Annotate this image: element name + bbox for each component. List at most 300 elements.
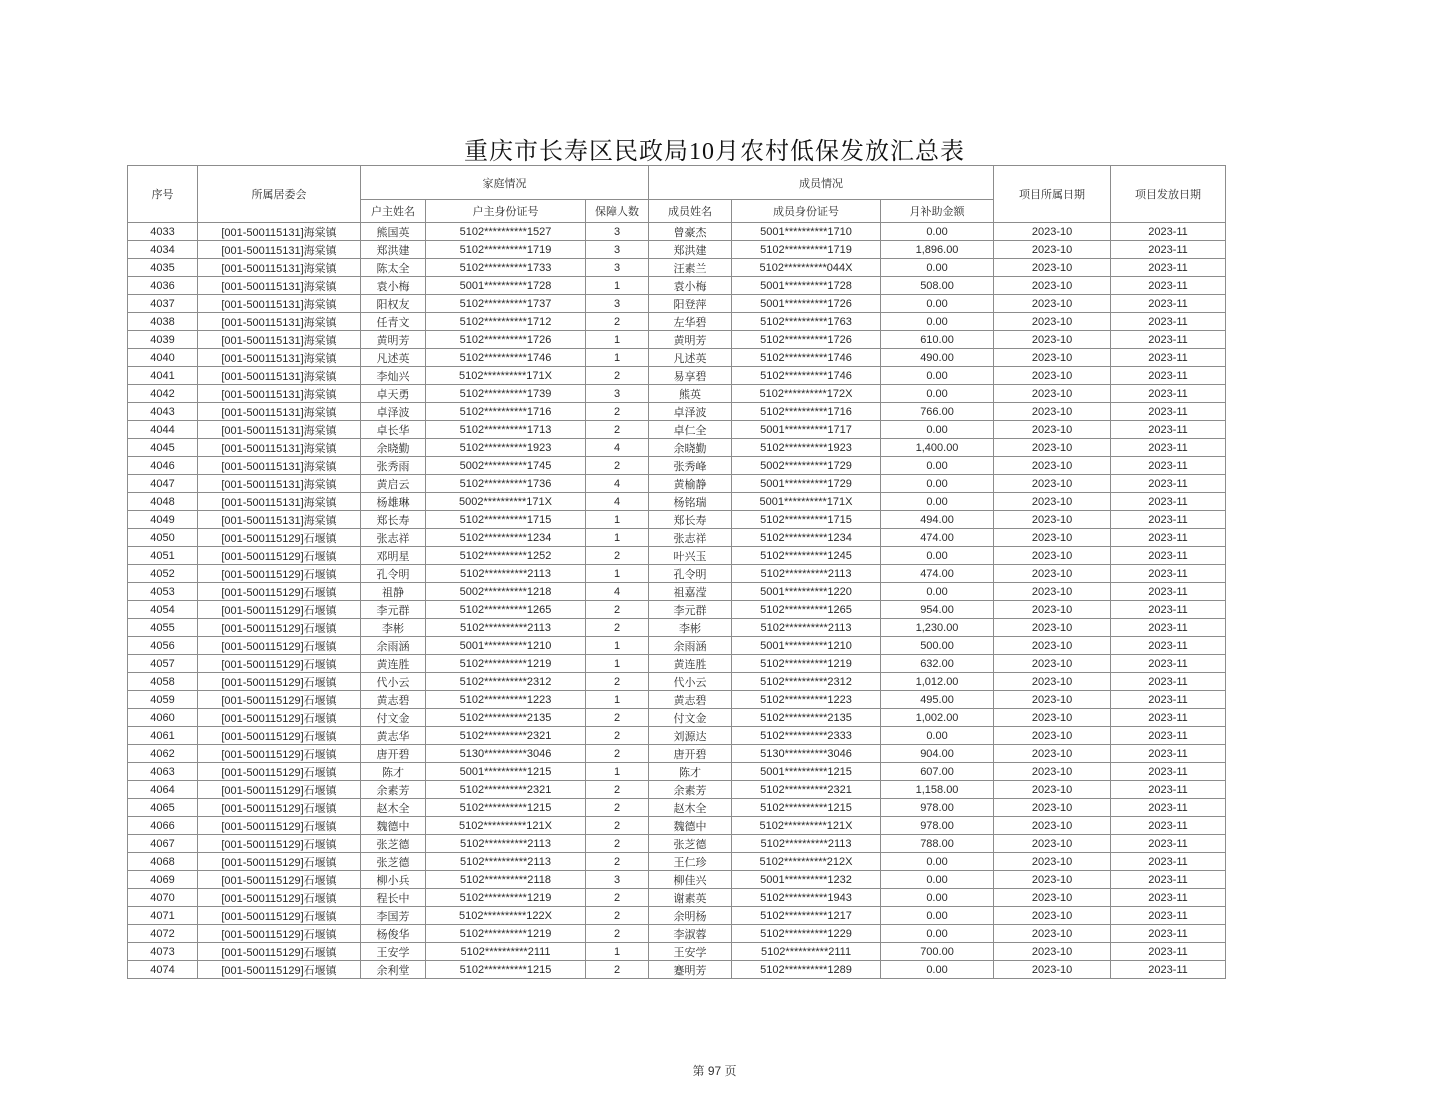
cell-protected-count: 2: [586, 745, 649, 763]
cell-protected-count: 3: [586, 385, 649, 403]
table-row: [128, 547, 1226, 565]
cell-head-name: 程长中: [361, 889, 426, 907]
cell-issue-month: 2023-11: [1111, 691, 1226, 709]
cell-head-id: 5102**********1715: [426, 511, 586, 529]
cell-member-id: 5102**********1746: [732, 367, 881, 385]
cell-member-name: 余素芳: [649, 781, 732, 799]
cell-head-name: 袁小梅: [361, 277, 426, 295]
table-row: [128, 889, 1226, 907]
cell-protected-count: 2: [586, 925, 649, 943]
cell-project-month: 2023-10: [994, 259, 1111, 277]
table-row: [128, 349, 1226, 367]
cell-issue-month: 2023-11: [1111, 313, 1226, 331]
table-row: [128, 241, 1226, 259]
cell-member-name: 易享碧: [649, 367, 732, 385]
cell-project-month: 2023-10: [994, 727, 1111, 745]
cell-serial: 4058: [128, 673, 198, 691]
cell-head-name: 卓泽波: [361, 403, 426, 421]
column-header-serial: 序号: [128, 166, 198, 223]
cell-issue-month: 2023-11: [1111, 799, 1226, 817]
cell-member-id: 5102**********1289: [732, 961, 881, 979]
cell-issue-month: 2023-11: [1111, 403, 1226, 421]
column-header-issue-month: 项目发放日期: [1111, 166, 1226, 223]
cell-serial: 4068: [128, 853, 198, 871]
cell-project-month: 2023-10: [994, 529, 1111, 547]
cell-member-id: 5001**********171X: [732, 493, 881, 511]
cell-member-name: 祖嘉滢: [649, 583, 732, 601]
cell-protected-count: 2: [586, 367, 649, 385]
cell-member-id: 5102**********1245: [732, 547, 881, 565]
cell-project-month: 2023-10: [994, 475, 1111, 493]
cell-head-id: 5102**********1736: [426, 475, 586, 493]
cell-head-id: 5102**********1527: [426, 223, 586, 241]
cell-monthly-amount: 500.00: [881, 637, 994, 655]
cell-member-id: 5102**********2333: [732, 727, 881, 745]
cell-protected-count: 1: [586, 655, 649, 673]
cell-monthly-amount: 494.00: [881, 511, 994, 529]
page-title: 重庆市长寿区民政局10月农村低保发放汇总表: [464, 139, 965, 165]
cell-committee: [001-500115129]石堰镇: [198, 853, 361, 871]
table-row: [128, 259, 1226, 277]
cell-head-name: 张志祥: [361, 529, 426, 547]
cell-project-month: 2023-10: [994, 889, 1111, 907]
cell-committee: [001-500115129]石堰镇: [198, 547, 361, 565]
cell-head-name: 陈太全: [361, 259, 426, 277]
cell-issue-month: 2023-11: [1111, 673, 1226, 691]
column-header-monthly-amount: 月补助金额: [881, 200, 994, 223]
cell-monthly-amount: 978.00: [881, 799, 994, 817]
cell-monthly-amount: 0.00: [881, 727, 994, 745]
cell-committee: [001-500115131]海棠镇: [198, 313, 361, 331]
cell-member-id: 5102**********1229: [732, 925, 881, 943]
cell-issue-month: 2023-11: [1111, 943, 1226, 961]
table-row: [128, 511, 1226, 529]
cell-serial: 4072: [128, 925, 198, 943]
cell-monthly-amount: 788.00: [881, 835, 994, 853]
cell-member-id: 5102**********1219: [732, 655, 881, 673]
cell-monthly-amount: 1,896.00: [881, 241, 994, 259]
cell-project-month: 2023-10: [994, 745, 1111, 763]
cell-serial: 4056: [128, 637, 198, 655]
cell-project-month: 2023-10: [994, 295, 1111, 313]
cell-monthly-amount: 1,012.00: [881, 673, 994, 691]
column-header-member-id: 成员身份证号: [732, 200, 881, 223]
cell-committee: [001-500115129]石堰镇: [198, 961, 361, 979]
cell-member-name: 汪素兰: [649, 259, 732, 277]
cell-head-id: 5102**********1215: [426, 799, 586, 817]
cell-protected-count: 1: [586, 943, 649, 961]
cell-protected-count: 4: [586, 475, 649, 493]
cell-issue-month: 2023-11: [1111, 331, 1226, 349]
cell-protected-count: 1: [586, 565, 649, 583]
cell-member-name: 袁小梅: [649, 277, 732, 295]
table-row: [128, 331, 1226, 349]
cell-head-id: 5102**********1219: [426, 655, 586, 673]
cell-head-id: 5102**********1265: [426, 601, 586, 619]
cell-project-month: 2023-10: [994, 817, 1111, 835]
cell-member-id: 5001**********1728: [732, 277, 881, 295]
cell-committee: [001-500115129]石堰镇: [198, 601, 361, 619]
cell-serial: 4066: [128, 817, 198, 835]
cell-head-id: 5102**********121X: [426, 817, 586, 835]
table-row: [128, 745, 1226, 763]
cell-member-id: 5001**********1729: [732, 475, 881, 493]
cell-head-id: 5102**********1252: [426, 547, 586, 565]
cell-member-id: 5102**********1223: [732, 691, 881, 709]
cell-serial: 4065: [128, 799, 198, 817]
cell-monthly-amount: 0.00: [881, 457, 994, 475]
cell-issue-month: 2023-11: [1111, 421, 1226, 439]
cell-issue-month: 2023-11: [1111, 349, 1226, 367]
cell-head-id: 5102**********1737: [426, 295, 586, 313]
cell-member-id: 5102**********2312: [732, 673, 881, 691]
cell-issue-month: 2023-11: [1111, 457, 1226, 475]
cell-head-id: 5130**********3046: [426, 745, 586, 763]
cell-head-name: 付文金: [361, 709, 426, 727]
cell-project-month: 2023-10: [994, 763, 1111, 781]
cell-monthly-amount: 0.00: [881, 907, 994, 925]
cell-member-id: 5102**********2113: [732, 619, 881, 637]
cell-monthly-amount: 495.00: [881, 691, 994, 709]
cell-head-name: 黄志华: [361, 727, 426, 745]
cell-head-id: 5102**********1739: [426, 385, 586, 403]
table-row: [128, 529, 1226, 547]
cell-committee: [001-500115131]海棠镇: [198, 277, 361, 295]
cell-serial: 4037: [128, 295, 198, 313]
cell-member-name: 黄连胜: [649, 655, 732, 673]
cell-member-name: 代小云: [649, 673, 732, 691]
column-group-family: 家庭情况: [361, 166, 649, 200]
cell-project-month: 2023-10: [994, 961, 1111, 979]
cell-member-name: 柳佳兴: [649, 871, 732, 889]
cell-committee: [001-500115131]海棠镇: [198, 223, 361, 241]
table-row: [128, 565, 1226, 583]
cell-head-id: 5102**********122X: [426, 907, 586, 925]
cell-head-id: 5102**********1923: [426, 439, 586, 457]
cell-committee: [001-500115131]海棠镇: [198, 439, 361, 457]
cell-head-id: 5102**********1219: [426, 925, 586, 943]
cell-committee: [001-500115131]海棠镇: [198, 421, 361, 439]
cell-protected-count: 2: [586, 421, 649, 439]
cell-member-id: 5102**********1726: [732, 331, 881, 349]
cell-project-month: 2023-10: [994, 421, 1111, 439]
cell-member-name: 黄志碧: [649, 691, 732, 709]
cell-head-name: 卓长华: [361, 421, 426, 439]
cell-head-id: 5102**********1733: [426, 259, 586, 277]
cell-member-id: 5102**********212X: [732, 853, 881, 871]
cell-member-name: 郑洪建: [649, 241, 732, 259]
cell-committee: [001-500115129]石堰镇: [198, 583, 361, 601]
cell-issue-month: 2023-11: [1111, 385, 1226, 403]
cell-member-id: 5001**********1710: [732, 223, 881, 241]
table-body: [128, 223, 1226, 979]
cell-project-month: 2023-10: [994, 871, 1111, 889]
cell-issue-month: 2023-11: [1111, 925, 1226, 943]
cell-member-id: 5102**********1923: [732, 439, 881, 457]
table-row: [128, 601, 1226, 619]
cell-member-name: 卓仁全: [649, 421, 732, 439]
table-row: [128, 421, 1226, 439]
cell-protected-count: 2: [586, 889, 649, 907]
cell-committee: [001-500115129]石堰镇: [198, 745, 361, 763]
cell-monthly-amount: 0.00: [881, 475, 994, 493]
cell-project-month: 2023-10: [994, 673, 1111, 691]
cell-serial: 4033: [128, 223, 198, 241]
cell-committee: [001-500115129]石堰镇: [198, 835, 361, 853]
cell-head-name: 郑长寿: [361, 511, 426, 529]
cell-protected-count: 4: [586, 493, 649, 511]
cell-protected-count: 3: [586, 295, 649, 313]
cell-member-id: 5102**********1265: [732, 601, 881, 619]
cell-committee: [001-500115129]石堰镇: [198, 673, 361, 691]
cell-serial: 4051: [128, 547, 198, 565]
cell-issue-month: 2023-11: [1111, 781, 1226, 799]
cell-serial: 4067: [128, 835, 198, 853]
cell-serial: 4050: [128, 529, 198, 547]
cell-member-name: 余雨涵: [649, 637, 732, 655]
cell-member-id: 5102**********2321: [732, 781, 881, 799]
cell-project-month: 2023-10: [994, 385, 1111, 403]
cell-head-id: 5102**********2321: [426, 781, 586, 799]
table-header: [128, 166, 1226, 223]
cell-monthly-amount: 1,400.00: [881, 439, 994, 457]
cell-protected-count: 1: [586, 277, 649, 295]
cell-monthly-amount: 0.00: [881, 871, 994, 889]
cell-project-month: 2023-10: [994, 367, 1111, 385]
cell-member-name: 黄榆静: [649, 475, 732, 493]
cell-member-id: 5102**********1715: [732, 511, 881, 529]
cell-issue-month: 2023-11: [1111, 367, 1226, 385]
cell-member-name: 张志祥: [649, 529, 732, 547]
cell-head-name: 杨俊华: [361, 925, 426, 943]
cell-member-name: 王仁珍: [649, 853, 732, 871]
column-header-protected-count: 保障人数: [586, 200, 649, 223]
cell-member-name: 余明杨: [649, 907, 732, 925]
column-group-member: 成员情况: [649, 166, 994, 200]
cell-committee: [001-500115129]石堰镇: [198, 709, 361, 727]
cell-member-id: 5102**********172X: [732, 385, 881, 403]
table-row: [128, 907, 1226, 925]
cell-head-id: 5102**********2312: [426, 673, 586, 691]
cell-head-id: 5102**********2135: [426, 709, 586, 727]
cell-head-name: 张芝德: [361, 853, 426, 871]
cell-member-id: 5002**********1729: [732, 457, 881, 475]
cell-head-name: 李国芳: [361, 907, 426, 925]
cell-issue-month: 2023-11: [1111, 223, 1226, 241]
cell-monthly-amount: 607.00: [881, 763, 994, 781]
cell-monthly-amount: 0.00: [881, 889, 994, 907]
cell-head-id: 5102**********2113: [426, 565, 586, 583]
table-row: [128, 403, 1226, 421]
cell-head-name: 余利堂: [361, 961, 426, 979]
cell-protected-count: 2: [586, 817, 649, 835]
table-row: [128, 871, 1226, 889]
cell-head-id: 5002**********1218: [426, 583, 586, 601]
cell-member-name: 曾豪杰: [649, 223, 732, 241]
cell-protected-count: 1: [586, 349, 649, 367]
cell-project-month: 2023-10: [994, 331, 1111, 349]
cell-protected-count: 2: [586, 403, 649, 421]
cell-issue-month: 2023-11: [1111, 853, 1226, 871]
cell-monthly-amount: 766.00: [881, 403, 994, 421]
cell-issue-month: 2023-11: [1111, 475, 1226, 493]
cell-monthly-amount: 954.00: [881, 601, 994, 619]
cell-serial: 4048: [128, 493, 198, 511]
cell-member-id: 5001**********1210: [732, 637, 881, 655]
column-header-committee: 所属居委会: [198, 166, 361, 223]
cell-monthly-amount: 0.00: [881, 295, 994, 313]
cell-committee: [001-500115129]石堰镇: [198, 619, 361, 637]
cell-head-name: 李彬: [361, 619, 426, 637]
cell-serial: 4036: [128, 277, 198, 295]
cell-head-name: 王安学: [361, 943, 426, 961]
cell-serial: 4042: [128, 385, 198, 403]
cell-issue-month: 2023-11: [1111, 871, 1226, 889]
cell-issue-month: 2023-11: [1111, 763, 1226, 781]
cell-monthly-amount: 632.00: [881, 655, 994, 673]
cell-serial: 4063: [128, 763, 198, 781]
cell-head-id: 5001**********1215: [426, 763, 586, 781]
cell-member-id: 5102**********2111: [732, 943, 881, 961]
cell-member-name: 左华碧: [649, 313, 732, 331]
cell-head-name: 李灿兴: [361, 367, 426, 385]
cell-head-name: 熊国英: [361, 223, 426, 241]
cell-committee: [001-500115129]石堰镇: [198, 907, 361, 925]
table-row: [128, 817, 1226, 835]
cell-head-name: 柳小兵: [361, 871, 426, 889]
table-row: [128, 781, 1226, 799]
cell-head-id: 5102**********1746: [426, 349, 586, 367]
column-header-project-month: 项目所属日期: [994, 166, 1111, 223]
cell-member-name: 蹇明芳: [649, 961, 732, 979]
cell-committee: [001-500115129]石堰镇: [198, 943, 361, 961]
cell-protected-count: 3: [586, 259, 649, 277]
cell-project-month: 2023-10: [994, 277, 1111, 295]
cell-committee: [001-500115131]海棠镇: [198, 475, 361, 493]
cell-committee: [001-500115131]海棠镇: [198, 349, 361, 367]
cell-project-month: 2023-10: [994, 313, 1111, 331]
cell-protected-count: 2: [586, 907, 649, 925]
cell-project-month: 2023-10: [994, 223, 1111, 241]
cell-serial: 4046: [128, 457, 198, 475]
cell-member-id: 5102**********1943: [732, 889, 881, 907]
cell-member-id: 5130**********3046: [732, 745, 881, 763]
cell-protected-count: 2: [586, 727, 649, 745]
page-number: 第 97 页: [692, 1064, 737, 1078]
cell-member-name: 叶兴玉: [649, 547, 732, 565]
table-row: [128, 709, 1226, 727]
cell-head-id: 5102**********1234: [426, 529, 586, 547]
cell-head-name: 代小云: [361, 673, 426, 691]
cell-member-name: 陈才: [649, 763, 732, 781]
cell-member-id: 5001**********1220: [732, 583, 881, 601]
cell-issue-month: 2023-11: [1111, 619, 1226, 637]
cell-committee: [001-500115129]石堰镇: [198, 781, 361, 799]
table-row: [128, 457, 1226, 475]
table-row: [128, 853, 1226, 871]
cell-member-name: 卓泽波: [649, 403, 732, 421]
cell-head-name: 黄启云: [361, 475, 426, 493]
cell-monthly-amount: 1,230.00: [881, 619, 994, 637]
table-row: [128, 943, 1226, 961]
cell-protected-count: 1: [586, 691, 649, 709]
cell-head-name: 黄明芳: [361, 331, 426, 349]
cell-member-id: 5102**********2113: [732, 835, 881, 853]
cell-protected-count: 2: [586, 547, 649, 565]
cell-head-name: 赵木全: [361, 799, 426, 817]
cell-member-name: 张秀峰: [649, 457, 732, 475]
cell-head-name: 张芝德: [361, 835, 426, 853]
cell-committee: [001-500115131]海棠镇: [198, 457, 361, 475]
cell-serial: 4073: [128, 943, 198, 961]
cell-head-name: 卓天勇: [361, 385, 426, 403]
table-row: [128, 277, 1226, 295]
cell-member-id: 5102**********2135: [732, 709, 881, 727]
cell-monthly-amount: 508.00: [881, 277, 994, 295]
cell-monthly-amount: 0.00: [881, 259, 994, 277]
cell-head-name: 杨雄琳: [361, 493, 426, 511]
cell-monthly-amount: 0.00: [881, 385, 994, 403]
cell-committee: [001-500115129]石堰镇: [198, 871, 361, 889]
cell-protected-count: 2: [586, 835, 649, 853]
cell-monthly-amount: 1,002.00: [881, 709, 994, 727]
cell-member-name: 王安学: [649, 943, 732, 961]
cell-serial: 4061: [128, 727, 198, 745]
cell-serial: 4060: [128, 709, 198, 727]
cell-project-month: 2023-10: [994, 493, 1111, 511]
cell-issue-month: 2023-11: [1111, 835, 1226, 853]
cell-project-month: 2023-10: [994, 925, 1111, 943]
table-row: [128, 619, 1226, 637]
cell-issue-month: 2023-11: [1111, 889, 1226, 907]
cell-member-name: 凡述英: [649, 349, 732, 367]
cell-member-name: 郑长寿: [649, 511, 732, 529]
cell-head-name: 黄志碧: [361, 691, 426, 709]
cell-head-id: 5102**********1712: [426, 313, 586, 331]
cell-project-month: 2023-10: [994, 403, 1111, 421]
cell-member-name: 熊英: [649, 385, 732, 403]
cell-issue-month: 2023-11: [1111, 637, 1226, 655]
cell-serial: 4039: [128, 331, 198, 349]
cell-protected-count: 1: [586, 511, 649, 529]
column-header-head-id: 户主身份证号: [426, 200, 586, 223]
cell-monthly-amount: 0.00: [881, 961, 994, 979]
cell-project-month: 2023-10: [994, 511, 1111, 529]
cell-project-month: 2023-10: [994, 241, 1111, 259]
table-row: [128, 961, 1226, 979]
cell-protected-count: 2: [586, 781, 649, 799]
cell-issue-month: 2023-11: [1111, 259, 1226, 277]
cell-head-id: 5102**********1713: [426, 421, 586, 439]
cell-issue-month: 2023-11: [1111, 511, 1226, 529]
cell-member-id: 5102**********044X: [732, 259, 881, 277]
cell-member-name: 余晓勤: [649, 439, 732, 457]
cell-serial: 4045: [128, 439, 198, 457]
cell-member-id: 5102**********121X: [732, 817, 881, 835]
cell-project-month: 2023-10: [994, 619, 1111, 637]
cell-project-month: 2023-10: [994, 565, 1111, 583]
cell-head-name: 余雨涵: [361, 637, 426, 655]
cell-serial: 4049: [128, 511, 198, 529]
cell-issue-month: 2023-11: [1111, 727, 1226, 745]
cell-protected-count: 2: [586, 961, 649, 979]
cell-head-id: 5002**********1745: [426, 457, 586, 475]
cell-monthly-amount: 610.00: [881, 331, 994, 349]
cell-monthly-amount: 0.00: [881, 583, 994, 601]
cell-serial: 4044: [128, 421, 198, 439]
table-row: [128, 493, 1226, 511]
table-row: [128, 583, 1226, 601]
